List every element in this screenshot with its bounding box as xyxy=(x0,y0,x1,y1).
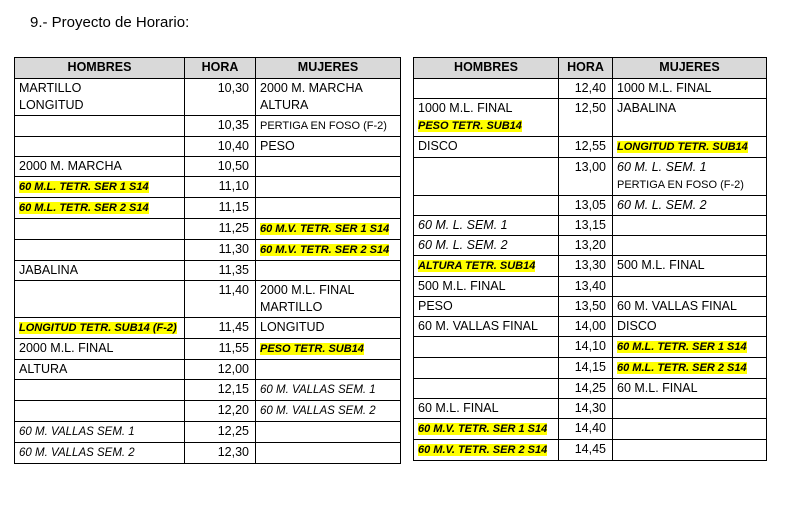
hombres-cell xyxy=(414,358,559,379)
mujeres-cell-text: PESO TETR. SUB14 xyxy=(260,343,364,355)
hora-cell: 14,25 xyxy=(559,379,613,399)
mujeres-cell-text: 60 M.L. FINAL xyxy=(617,381,698,395)
hombres-cell xyxy=(15,360,185,380)
table-row xyxy=(414,419,767,440)
hombres-cell xyxy=(414,337,559,358)
hombres-cell xyxy=(15,219,185,240)
mujeres-cell-text: 60 M. L. SEM. 2 xyxy=(617,198,707,212)
hombres-cell-text: 60 M. L. SEM. 1 xyxy=(418,218,508,232)
table-row xyxy=(15,116,401,137)
mujeres-cell xyxy=(256,219,401,240)
table-row xyxy=(414,99,767,137)
hora-cell: 13,50 xyxy=(559,297,613,317)
header-mujeres: MUJERES xyxy=(613,58,767,79)
mujeres-cell-text: LONGITUD TETR. SUB14 xyxy=(617,141,748,153)
mujeres-cell-text: 60 M.L. TETR. SER 1 S14 xyxy=(617,341,747,353)
table-row xyxy=(414,196,767,216)
hora-cell: 11,55 xyxy=(185,339,256,360)
table-row xyxy=(414,277,767,297)
table-row xyxy=(414,317,767,337)
hombres-cell xyxy=(15,198,185,219)
table-row xyxy=(414,236,767,256)
table-row xyxy=(414,440,767,461)
table-row xyxy=(414,256,767,277)
hora-cell: 14,40 xyxy=(559,419,613,440)
header-row xyxy=(15,58,401,79)
hora-cell: 11,25 xyxy=(185,219,256,240)
hora-cell: 13,20 xyxy=(559,236,613,256)
header-hora: HORA xyxy=(185,58,256,79)
mujeres-cell-text: PERTIGA EN FOSO (F-2) xyxy=(260,120,387,132)
hora-cell: 12,40 xyxy=(559,79,613,99)
hombres-cell-text: 60 M. VALLAS SEM. 1 xyxy=(19,426,135,438)
mujeres-cell xyxy=(256,401,401,422)
mujeres-cell xyxy=(613,297,767,317)
page-title: 9.- Proyecto de Horario: xyxy=(30,14,190,31)
table-row xyxy=(414,297,767,317)
hora-cell: 13,05 xyxy=(559,196,613,216)
mujeres-cell xyxy=(613,358,767,379)
mujeres-cell xyxy=(613,216,767,236)
header-hombres: HOMBRES xyxy=(414,58,559,79)
hora-cell: 14,15 xyxy=(559,358,613,379)
hombres-cell-text: 60 M.V. TETR. SER 2 S14 xyxy=(418,444,548,456)
hombres-cell xyxy=(15,79,185,116)
hombres-cell xyxy=(15,116,185,137)
mujeres-cell xyxy=(256,339,401,360)
hora-cell: 11,35 xyxy=(185,261,256,281)
mujeres-cell xyxy=(256,422,401,443)
table-row xyxy=(414,379,767,399)
mujeres-cell xyxy=(613,79,767,99)
hora-cell: 13,30 xyxy=(559,256,613,277)
table-row xyxy=(414,399,767,419)
hombres-cell-text: PESO TETR. SUB14 xyxy=(418,120,522,132)
mujeres-cell xyxy=(613,137,767,158)
table-row xyxy=(414,358,767,379)
mujeres-cell-text: 60 M. VALLAS FINAL xyxy=(617,299,737,313)
hora-cell: 14,10 xyxy=(559,337,613,358)
table-row xyxy=(15,339,401,360)
table-row xyxy=(15,401,401,422)
hora-cell: 11,10 xyxy=(185,177,256,198)
table-row xyxy=(15,360,401,380)
hombres-cell-text: DISCO xyxy=(418,139,458,153)
mujeres-cell xyxy=(613,99,767,137)
hombres-cell-text: MARTILLO xyxy=(19,81,82,95)
mujeres-cell xyxy=(613,196,767,216)
mujeres-cell xyxy=(613,379,767,399)
hombres-cell-text: 2000 M. MARCHA xyxy=(19,159,122,173)
hora-cell: 10,30 xyxy=(185,79,256,116)
table-row xyxy=(15,157,401,177)
mujeres-cell xyxy=(613,317,767,337)
hombres-cell xyxy=(414,419,559,440)
table-row xyxy=(414,137,767,158)
table-row xyxy=(15,79,401,116)
table-row xyxy=(414,79,767,99)
mujeres-cell-text: 500 M.L. FINAL xyxy=(617,258,705,272)
mujeres-cell xyxy=(256,261,401,281)
hombres-cell xyxy=(414,196,559,216)
mujeres-cell xyxy=(256,137,401,157)
hombres-cell xyxy=(15,137,185,157)
hombres-cell xyxy=(414,236,559,256)
hombres-cell xyxy=(414,379,559,399)
hora-cell: 11,30 xyxy=(185,240,256,261)
mujeres-cell-text: MARTILLO xyxy=(260,300,323,314)
hora-cell: 10,35 xyxy=(185,116,256,137)
mujeres-cell xyxy=(256,240,401,261)
mujeres-cell xyxy=(613,158,767,196)
mujeres-cell-text: DISCO xyxy=(617,319,657,333)
mujeres-cell-text: PERTIGA EN FOSO (F-2) xyxy=(617,179,744,191)
hombres-cell xyxy=(15,157,185,177)
table-row xyxy=(15,177,401,198)
hombres-cell xyxy=(15,380,185,401)
mujeres-cell-text: 60 M.V. TETR. SER 1 S14 xyxy=(260,223,390,235)
hombres-cell-text: 60 M. L. SEM. 2 xyxy=(418,238,508,252)
hombres-cell-text: 60 M.L. TETR. SER 1 S14 xyxy=(19,181,149,193)
header-hora: HORA xyxy=(559,58,613,79)
hombres-cell xyxy=(414,256,559,277)
mujeres-cell-text: 60 M. VALLAS SEM. 1 xyxy=(260,384,376,396)
mujeres-cell xyxy=(613,337,767,358)
mujeres-cell xyxy=(613,236,767,256)
header-mujeres: MUJERES xyxy=(256,58,401,79)
hombres-cell xyxy=(414,99,559,137)
mujeres-cell xyxy=(256,116,401,137)
hombres-cell xyxy=(414,79,559,99)
mujeres-cell xyxy=(613,419,767,440)
schedule-table-right xyxy=(413,57,767,461)
mujeres-cell-text: 2000 M. MARCHA xyxy=(260,81,363,95)
hombres-cell-text: 60 M. VALLAS SEM. 2 xyxy=(19,447,135,459)
mujeres-cell-text: 1000 M.L. FINAL xyxy=(617,81,712,95)
hombres-cell xyxy=(15,281,185,318)
hombres-cell-text: 60 M.L. FINAL xyxy=(418,401,499,415)
hombres-cell xyxy=(15,422,185,443)
hombres-cell-text: 60 M. VALLAS FINAL xyxy=(418,319,538,333)
table-row xyxy=(414,337,767,358)
hombres-cell xyxy=(414,440,559,461)
hora-cell: 14,45 xyxy=(559,440,613,461)
hora-cell: 12,30 xyxy=(185,443,256,464)
mujeres-cell xyxy=(613,440,767,461)
table-row xyxy=(15,137,401,157)
hombres-cell xyxy=(414,216,559,236)
mujeres-cell xyxy=(256,177,401,198)
hombres-cell xyxy=(15,401,185,422)
table-row xyxy=(15,240,401,261)
table-row xyxy=(15,219,401,240)
hombres-cell-text: 60 M.V. TETR. SER 1 S14 xyxy=(418,423,548,435)
hombres-cell-text: LONGITUD TETR. SUB14 (F-2) xyxy=(19,322,177,334)
schedule-table-left xyxy=(14,57,401,464)
hora-cell: 12,50 xyxy=(559,99,613,137)
hora-cell: 12,25 xyxy=(185,422,256,443)
mujeres-cell-text: ALTURA xyxy=(260,98,309,112)
mujeres-cell-text: LONGITUD xyxy=(260,320,325,334)
hombres-cell-text: 2000 M.L. FINAL xyxy=(19,341,114,355)
hombres-cell xyxy=(15,339,185,360)
hombres-cell xyxy=(15,443,185,464)
hombres-cell-text: 500 M.L. FINAL xyxy=(418,279,506,293)
hora-cell: 14,00 xyxy=(559,317,613,337)
hora-cell: 12,00 xyxy=(185,360,256,380)
hora-cell: 13,15 xyxy=(559,216,613,236)
table-row xyxy=(15,422,401,443)
hombres-cell xyxy=(414,317,559,337)
mujeres-cell xyxy=(256,281,401,318)
table-row xyxy=(15,318,401,339)
header-row xyxy=(414,58,767,79)
mujeres-cell xyxy=(613,399,767,419)
table-row xyxy=(15,380,401,401)
hora-cell: 12,55 xyxy=(559,137,613,158)
hombres-cell xyxy=(414,297,559,317)
mujeres-cell xyxy=(613,277,767,297)
mujeres-cell xyxy=(613,256,767,277)
hora-cell: 14,30 xyxy=(559,399,613,419)
table-row xyxy=(15,281,401,318)
hora-cell: 11,45 xyxy=(185,318,256,339)
hombres-cell xyxy=(414,277,559,297)
table-row xyxy=(15,261,401,281)
hombres-cell xyxy=(414,158,559,196)
hombres-cell-text: 60 M.L. TETR. SER 2 S14 xyxy=(19,202,149,214)
hombres-cell-text: PESO xyxy=(418,299,453,313)
mujeres-cell xyxy=(256,198,401,219)
hombres-cell xyxy=(15,318,185,339)
hombres-cell-text: LONGITUD xyxy=(19,98,84,112)
hombres-cell-text: JABALINA xyxy=(19,263,79,277)
mujeres-cell xyxy=(256,79,401,116)
table-row xyxy=(414,158,767,196)
hombres-cell-text: ALTURA TETR. SUB14 xyxy=(418,260,536,272)
hora-cell: 10,40 xyxy=(185,137,256,157)
mujeres-cell xyxy=(256,318,401,339)
hombres-cell xyxy=(15,177,185,198)
mujeres-cell-text: JABALINA xyxy=(617,101,677,115)
table-row xyxy=(15,443,401,464)
hora-cell: 12,20 xyxy=(185,401,256,422)
hombres-cell xyxy=(414,137,559,158)
mujeres-cell-text: 2000 M.L. FINAL xyxy=(260,283,355,297)
hombres-cell-text: ALTURA xyxy=(19,362,68,376)
mujeres-cell xyxy=(256,380,401,401)
hora-cell: 10,50 xyxy=(185,157,256,177)
hora-cell: 12,15 xyxy=(185,380,256,401)
hombres-cell xyxy=(15,261,185,281)
hombres-cell xyxy=(414,399,559,419)
mujeres-cell-text: 60 M. VALLAS SEM. 2 xyxy=(260,405,376,417)
mujeres-cell-text: 60 M. L. SEM. 1 xyxy=(617,160,707,174)
mujeres-cell xyxy=(256,360,401,380)
mujeres-cell xyxy=(256,443,401,464)
table-row xyxy=(15,198,401,219)
mujeres-cell-text: 60 M.V. TETR. SER 2 S14 xyxy=(260,244,390,256)
hombres-cell xyxy=(15,240,185,261)
mujeres-cell-text: PESO xyxy=(260,139,295,153)
mujeres-cell-text: 60 M.L. TETR. SER 2 S14 xyxy=(617,362,747,374)
header-hombres: HOMBRES xyxy=(15,58,185,79)
hora-cell: 13,40 xyxy=(559,277,613,297)
hora-cell: 11,40 xyxy=(185,281,256,318)
table-row xyxy=(414,216,767,236)
hora-cell: 13,00 xyxy=(559,158,613,196)
mujeres-cell xyxy=(256,157,401,177)
hora-cell: 11,15 xyxy=(185,198,256,219)
hombres-cell-text: 1000 M.L. FINAL xyxy=(418,101,513,115)
